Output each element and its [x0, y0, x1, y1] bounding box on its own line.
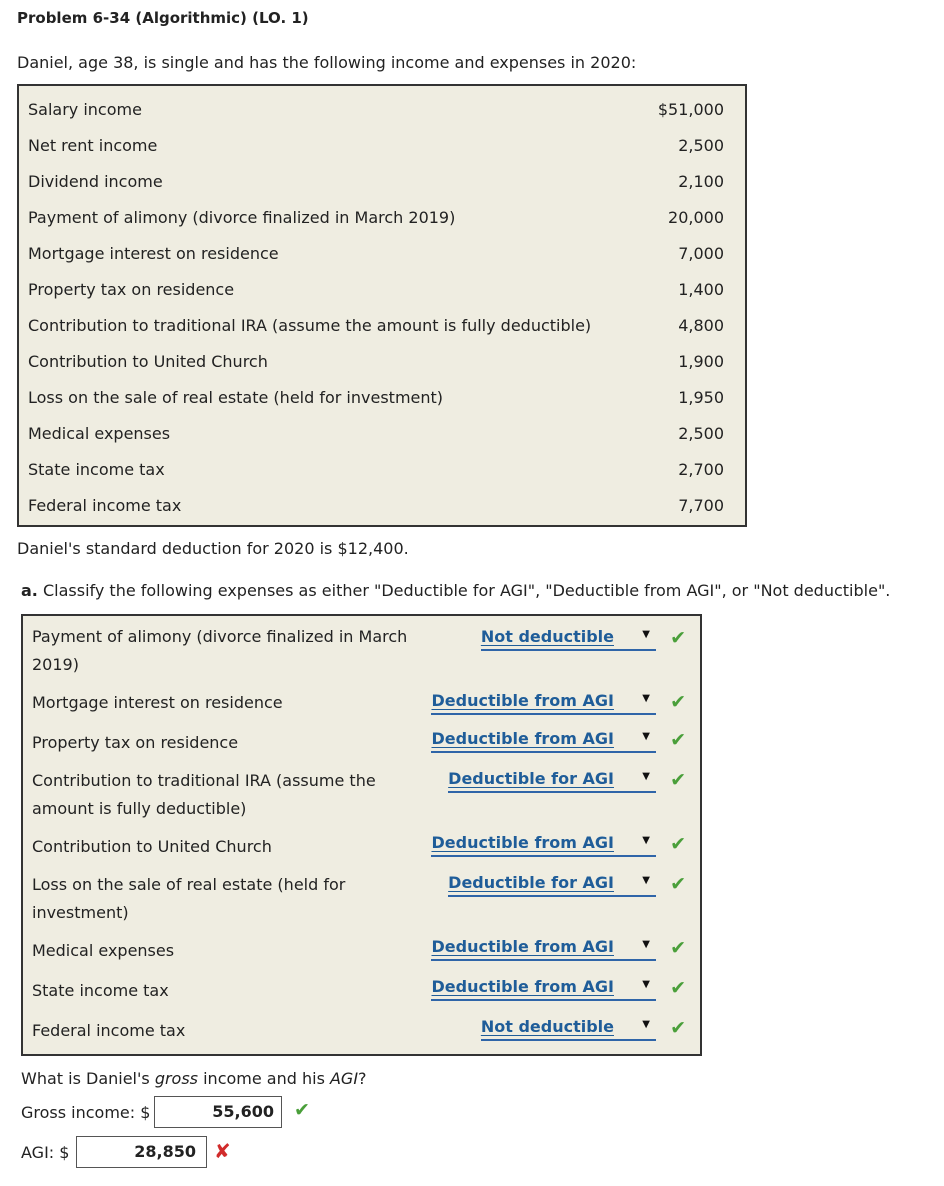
item-amount: 4,800 — [678, 316, 724, 335]
item-label: Salary income — [28, 100, 142, 119]
standard-deduction-note: Daniel's standard deduction for 2020 is $12,400. — [17, 539, 409, 558]
part-a-instruction — [21, 581, 890, 600]
item-amount: 7,000 — [678, 244, 724, 263]
correct-check-icon: ✔ — [670, 729, 686, 751]
question-text: What is Daniel's — [21, 1069, 155, 1088]
item-amount: 1,950 — [678, 388, 724, 407]
classification-dropdown[interactable] — [431, 691, 656, 715]
classification-dropdown[interactable] — [431, 937, 656, 961]
question-text: ? — [358, 1069, 367, 1088]
table-row — [28, 244, 724, 264]
item-label: Mortgage interest on residence — [28, 244, 279, 263]
table-row — [28, 208, 724, 228]
item-amount: $51,000 — [657, 100, 724, 119]
dropdown-value: Deductible from AGI — [431, 729, 614, 748]
dropdown-value: Deductible from AGI — [431, 937, 614, 956]
incorrect-x-icon: ✘ — [214, 1139, 231, 1163]
income-expense-table — [17, 84, 747, 527]
dropdown-value: Deductible from AGI — [431, 977, 614, 996]
table-row — [28, 100, 724, 120]
item-label: State income tax — [28, 460, 165, 479]
dropdown-value: Deductible from AGI — [431, 691, 614, 710]
agi-input[interactable]: 28,850 — [76, 1136, 207, 1168]
item-amount: 2,500 — [678, 424, 724, 443]
dropdown-caret-icon: ▼ — [642, 939, 650, 950]
gross-income-input[interactable]: 55,600 — [154, 1096, 282, 1128]
dropdown-value: Not deductible — [480, 1017, 614, 1036]
correct-check-icon: ✔ — [670, 833, 686, 855]
classify-label: Loss on the sale of real estate (held for investment) — [32, 875, 346, 922]
dropdown-caret-icon: ▼ — [642, 875, 650, 886]
item-label: Dividend income — [28, 172, 163, 191]
correct-check-icon: ✔ — [670, 937, 686, 959]
dropdown-caret-icon: ▼ — [642, 771, 650, 782]
item-amount: 1,400 — [678, 280, 724, 299]
dropdown-caret-icon: ▼ — [642, 693, 650, 704]
item-amount: 2,700 — [678, 460, 724, 479]
classification-table — [21, 614, 702, 1056]
table-row — [28, 496, 724, 516]
correct-check-icon: ✔ — [670, 977, 686, 999]
classify-label: Contribution to traditional IRA (assume the amount is fully deductible) — [32, 771, 376, 818]
dropdown-caret-icon: ▼ — [642, 835, 650, 846]
classify-label: Contribution to United Church — [32, 837, 272, 856]
dropdown-value: Deductible for AGI — [448, 873, 614, 892]
item-label: Federal income tax — [28, 496, 182, 515]
dropdown-caret-icon: ▼ — [642, 731, 650, 742]
item-label: Medical expenses — [28, 424, 171, 443]
dropdown-value: Deductible from AGI — [431, 833, 614, 852]
table-row — [28, 460, 724, 480]
item-amount: 1,900 — [678, 352, 724, 371]
dropdown-value: Not deductible — [480, 627, 614, 646]
correct-check-icon: ✔ — [670, 627, 686, 649]
part-letter: a. — [21, 581, 38, 600]
item-amount: 7,700 — [678, 496, 724, 515]
agi-label: AGI: $ — [21, 1143, 70, 1162]
problem-title: Problem 6-34 (Algorithmic) (LO. 1) — [17, 9, 309, 27]
table-row — [28, 316, 724, 336]
dropdown-caret-icon: ▼ — [642, 1019, 650, 1030]
classify-label: Medical expenses — [32, 941, 175, 960]
item-label: Property tax on residence — [28, 280, 235, 299]
gross-income-label: Gross income: $ — [21, 1103, 151, 1122]
classify-label: Federal income tax — [32, 1021, 186, 1040]
table-row — [28, 424, 724, 444]
classification-dropdown[interactable] — [448, 769, 656, 793]
correct-check-icon: ✔ — [670, 691, 686, 713]
dropdown-caret-icon: ▼ — [642, 629, 650, 640]
classification-dropdown[interactable] — [431, 977, 656, 1001]
classification-dropdown[interactable] — [431, 729, 656, 753]
table-row — [28, 352, 724, 372]
item-label: Contribution to United Church — [28, 352, 268, 371]
item-label: Net rent income — [28, 136, 158, 155]
table-row — [28, 172, 724, 192]
item-amount: 2,100 — [678, 172, 724, 191]
correct-check-icon: ✔ — [294, 1099, 310, 1121]
item-amount: 2,500 — [678, 136, 724, 155]
gross-agi-question — [21, 1069, 367, 1088]
classify-label: State income tax — [32, 981, 169, 1000]
question-text: income and his — [198, 1069, 330, 1088]
question-gross: gross — [154, 1069, 199, 1088]
question-agi: AGI — [329, 1069, 359, 1088]
classify-label: Mortgage interest on residence — [32, 693, 283, 712]
classification-dropdown[interactable] — [481, 627, 656, 651]
table-row — [28, 280, 724, 300]
correct-check-icon: ✔ — [670, 1017, 686, 1039]
classification-dropdown[interactable] — [481, 1017, 656, 1041]
instruction-text: Classify the following expenses as either "Deductible for AGI", "Deductible from AGI", or "Not deductible". — [42, 581, 891, 600]
problem-intro: Daniel, age 38, is single and has the following income and expenses in 2020: — [17, 53, 637, 72]
item-amount: 20,000 — [668, 208, 724, 227]
classify-label: Payment of alimony (divorce finalized in March 2019) — [32, 627, 408, 674]
dropdown-caret-icon: ▼ — [642, 979, 650, 990]
item-label: Contribution to traditional IRA (assume the amount is fully deductible) — [28, 316, 592, 335]
table-row — [28, 136, 724, 156]
dropdown-value: Deductible for AGI — [448, 769, 614, 788]
item-label: Loss on the sale of real estate (held for investment) — [28, 388, 444, 407]
item-label: Payment of alimony (divorce finalized in March 2019) — [28, 208, 456, 227]
classify-label: Property tax on residence — [32, 733, 239, 752]
classification-dropdown[interactable] — [431, 833, 656, 857]
table-row — [28, 388, 724, 408]
classification-dropdown[interactable] — [448, 873, 656, 897]
correct-check-icon: ✔ — [670, 769, 686, 791]
correct-check-icon: ✔ — [670, 873, 686, 895]
